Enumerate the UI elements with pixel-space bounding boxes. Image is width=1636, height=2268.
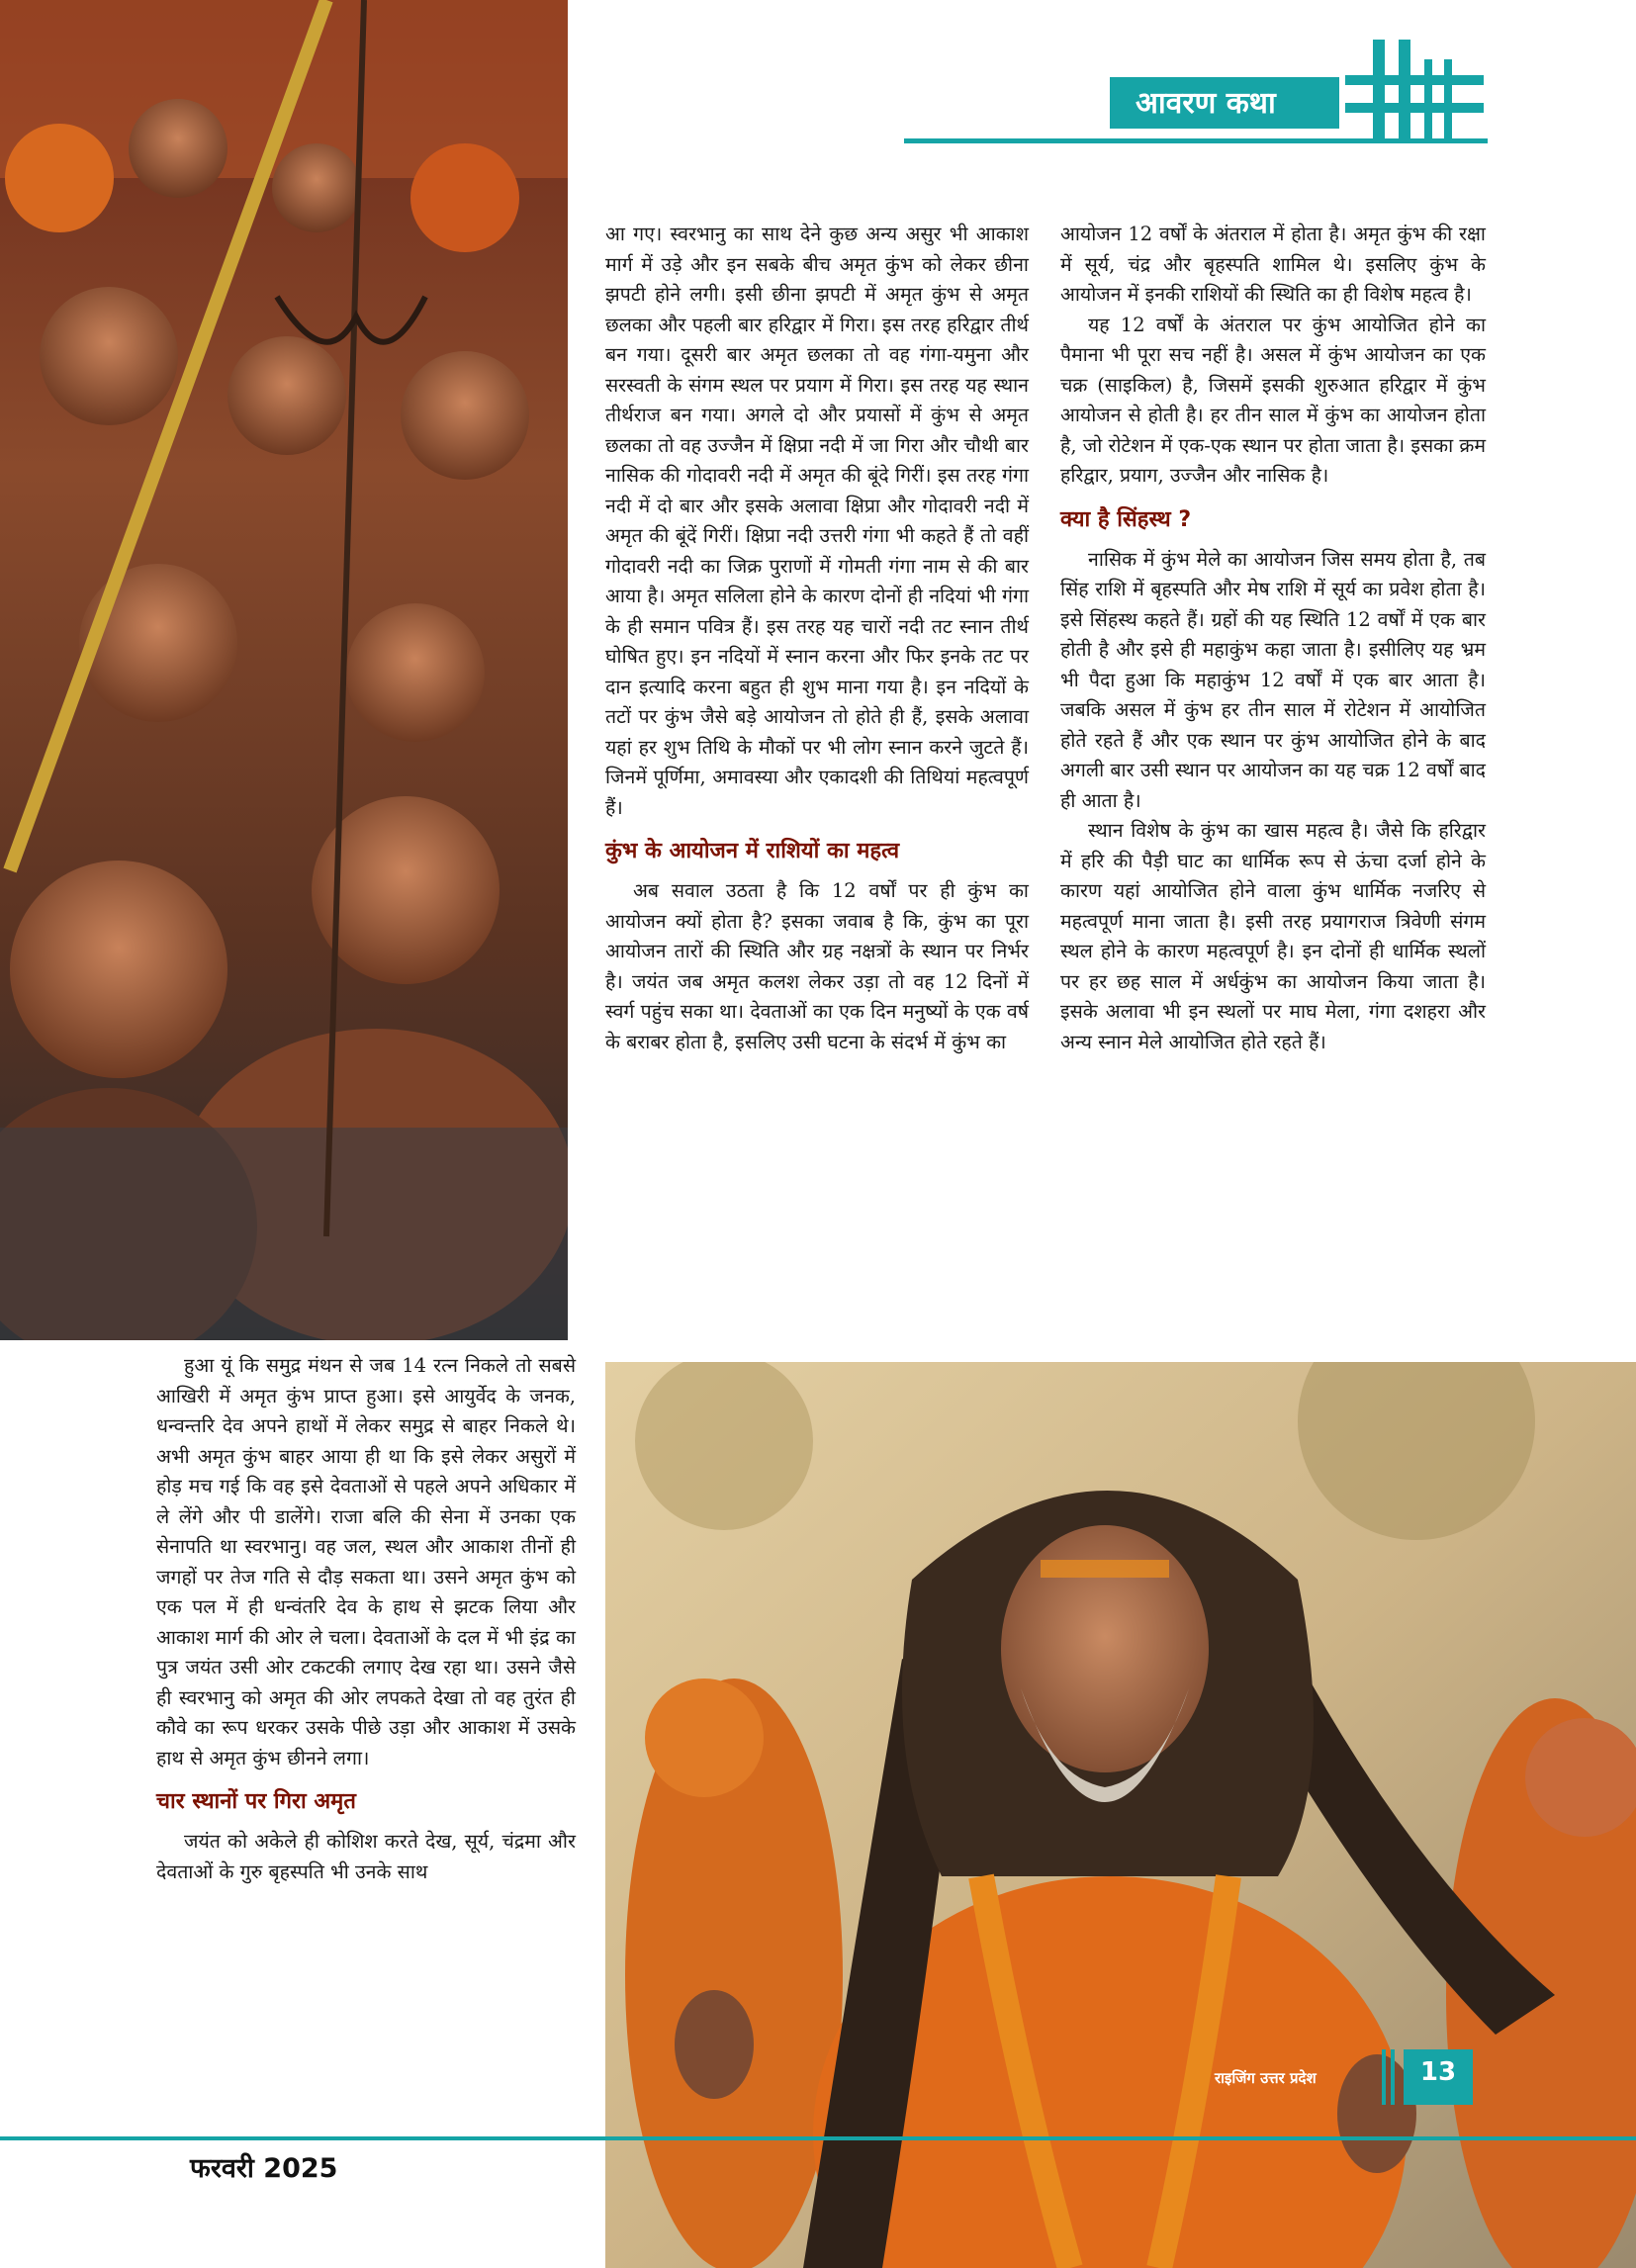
paragraph: यह 12 वर्षों के अंतराल पर कुंभ आयोजित होने का पैमाना भी पूरा सच नहीं है। असल में कुंभ आयोजन का एक चक्र (साइकिल) है, जिसमें इसकी शुरुआत हरिद्वार में कुंभ आयोजन से होती है। हर तीन साल में कुंभ का आयोजन होता है, जो रोटेशन में एक-एक स्थान पर होता जाता है। इसका क्रम हरिद्वार, प्रयाग, उज्जैन और नासिक है। bbox=[1060, 313, 1486, 487]
paragraph: स्थान विशेष के कुंभ का खास महत्व है। जैसे कि हरिद्वार में हरि की पैड़ी घाट का धार्मिक रूप से ऊंचा दर्जा होने के कारण यहां आयोजित होने वाला कुंभ धार्मिक नजरिए से महत्वपूर्ण माना जाता है। इसी तरह प्रयागराज त्रिवेणी संगम स्थल होने के कारण महत्वपूर्ण है। इन दोनों ही धार्मिक स्थलों पर हर छह साल में अर्धकुंभ का आयोजन किया जाता है। इसके अलावा भी इन स्थलों पर माघ मेला, गंगा दशहरा और अन्य स्नान मेले आयोजित होते रहते हैं। bbox=[1060, 819, 1486, 1053]
article-column-left bbox=[156, 1351, 576, 1887]
section-title: आवरण कथा bbox=[1136, 86, 1276, 121]
issue-date: फरवरी 2025 bbox=[190, 2153, 338, 2184]
page-divider bbox=[1382, 2049, 1386, 2105]
paragraph: आ गए। स्वरभानु का साथ देने कुछ अन्य असुर भी आकाश मार्ग में उड़े और इन सबके बीच अमृत कुंभ को लेकर छीना झपटी होने लगी। इसी छीना झपटी में अमृत कुंभ से अमृत छलका और पहली बार हरिद्वार में गिरा। इस तरह हरिद्वार तीर्थ बन गया। दूसरी बार अमृत छलका तो वह गंगा-यमुना और सरस्वती के संगम स्थल पर प्रयाग में गिरा। इस तरह यह स्थान तीर्थराज बन गया। अगले दो और प्रयासों में कुंभ से अमृत छलका तो वह उज्जैन में क्षिप्रा नदी में जा गिरा और चौथी बार नासिक की गोदावरी नदी में अमृत की बूंदे गिरीं। इस तरह गंगा नदी में दो बार और इसके अलावा क्षिप्रा और गोदावरी नदी में अमृत की बूंदें गिरीं। क्षिप्रा नदी उत्तरी गंगा भी कहते हैं तो वहीं गोदावरी नदी का जिक्र पुराणों में गोमती गंगा नाम से की बार आया है। अमृत सलिला होने के कारण दोनों ही नदियां भी गंगा के ही समान पवित्र हैं। इस तरह यह चारों नदी तट स्नान तीर्थ घोषित हुए। इन नदियों में स्नान करना और फिर इनके तट पर दान इत्यादि करना बहुत ही शुभ माना गया है। इन नदियों के तटों पर कुंभ जैसे बड़े आयोजन तो होते ही हैं, इसके अलावा यहां हर शुभ तिथि के मौकों पर भी लोग स्नान करने जुटते हैं। जिनमें पूर्णिमा, अमावस्या और एकादशी की तिथियां महत्वपूर्ण हैं। bbox=[605, 223, 1029, 819]
paragraph: जयंत को अकेले ही कोशिश करते देख, सूर्य, चंद्रमा और देवताओं के गुरु बृहस्पति भी उनके साथ bbox=[156, 1830, 576, 1883]
photo-sadhu-dreadlocks bbox=[605, 1362, 1636, 2268]
article-column-right bbox=[1060, 220, 1486, 1057]
page-number: 13 bbox=[1419, 2057, 1457, 2087]
article-column-middle bbox=[605, 220, 1029, 1057]
paragraph: हुआ यूं कि समुद्र मंथन से जब 14 रत्न निकले तो सबसे आखिरी में अमृत कुंभ प्राप्त हुआ। इसे आयुर्वेद के जनक, धन्वन्तरि देव अपने हाथों में लेकर समुद्र से बाहर निकले थे। अभी अमृत कुंभ बाहर आया ही था कि इसे लेकर असुरों में होड़ मच गई कि वह इसे देवताओं से पहले अपने अधिकार में ले लेंगे और पी डालेंगे। राजा बलि की सेना में उनका एक सेनापति था स्वरभानु। वह जल, स्थल और आकाश तीनों ही जगहों पर तेज गति से दौड़ सकता था। उसने अमृत कुंभ को एक पल में ही धन्वंतरि देव के हाथ से झटक लिया और आकाश मार्ग की ओर ले चला। देवताओं के दल में भी इंद्र का पुत्र जयंत उसी ओर टकटकी लगाए देख रहा था। उसने जैसे ही स्वरभानु को अमृत की ओर लपकते देखा तो वह तुरंत ही कौवे का रूप धरकर उसके पीछे उड़ा और आकाश में उसके हाथ से अमृत कुंभ छीनने लगा। bbox=[156, 1354, 576, 1769]
photo-crowd-sadhus bbox=[0, 0, 568, 1340]
subheading-kya-hai-sinhasth: क्या है सिंहस्थ ? bbox=[1060, 506, 1192, 532]
subheading-rashiyon-ka-mahatva: कुंभ के आयोजन में राशियों का महत्व bbox=[605, 839, 900, 863]
subheading-char-sthanon-par: चार स्थानों पर गिरा अमृत bbox=[156, 1789, 356, 1814]
paragraph: अब सवाल उठता है कि 12 वर्षों पर ही कुंभ का आयोजन क्यों होता है? इसका जवाब है कि, कुंभ का पूरा आयोजन तारों की स्थिति और ग्रह नक्षत्रों के स्थान पर निर्भर है। जयंत जब अमृत कलश लेकर उड़ा तो वह 12 दिनों में स्वर्ग पहुंच सका था। देवताओं का एक दिन मनुष्यों के एक वर्ष के बराबर होता है, इसलिए उसी घटना के संदर्भ में कुंभ का bbox=[605, 879, 1029, 1053]
photo-crowd-sadhus-image bbox=[0, 0, 568, 1340]
photo-sadhu-dreadlocks-image bbox=[605, 1362, 1636, 2268]
footer-rule bbox=[0, 2136, 1636, 2140]
page-divider bbox=[1391, 2049, 1395, 2105]
paragraph: आयोजन 12 वर्षों के अंतराल में होता है। अमृत कुंभ की रक्षा में सूर्य, चंद्र और बृहस्पति शामिल थे। इसलिए कुंभ के आयोजन में इनकी राशियों की स्थिति का ही विशेष महत्व है। bbox=[1060, 223, 1486, 306]
magazine-brand: राइजिंग उत्तर प्रदेश bbox=[1215, 2069, 1317, 2087]
header-rule bbox=[904, 138, 1488, 143]
paragraph: नासिक में कुंभ मेले का आयोजन जिस समय होता है, तब सिंह राशि में बृहस्पति और मेष राशि में सूर्य का प्रवेश होता है। इसे सिंहस्थ कहते हैं। ग्रहों की यह स्थिति 12 वर्षों में एक बार होती है और इसे ही महाकुंभ कहा जाता है। इसीलिए यह भ्रम भी पैदा हुआ कि महाकुंभ 12 वर्षों में एक बार आता है। जबकि असल में कुंभ हर तीन साल में रोटेशन में आयोजित होते रहते हैं और एक स्थान पर कुंभ आयोजित होने के बाद अगली बार उसी स्थान पर आयोजन का यह चक्र 12 वर्षों बाद ही आता है। bbox=[1060, 547, 1486, 812]
